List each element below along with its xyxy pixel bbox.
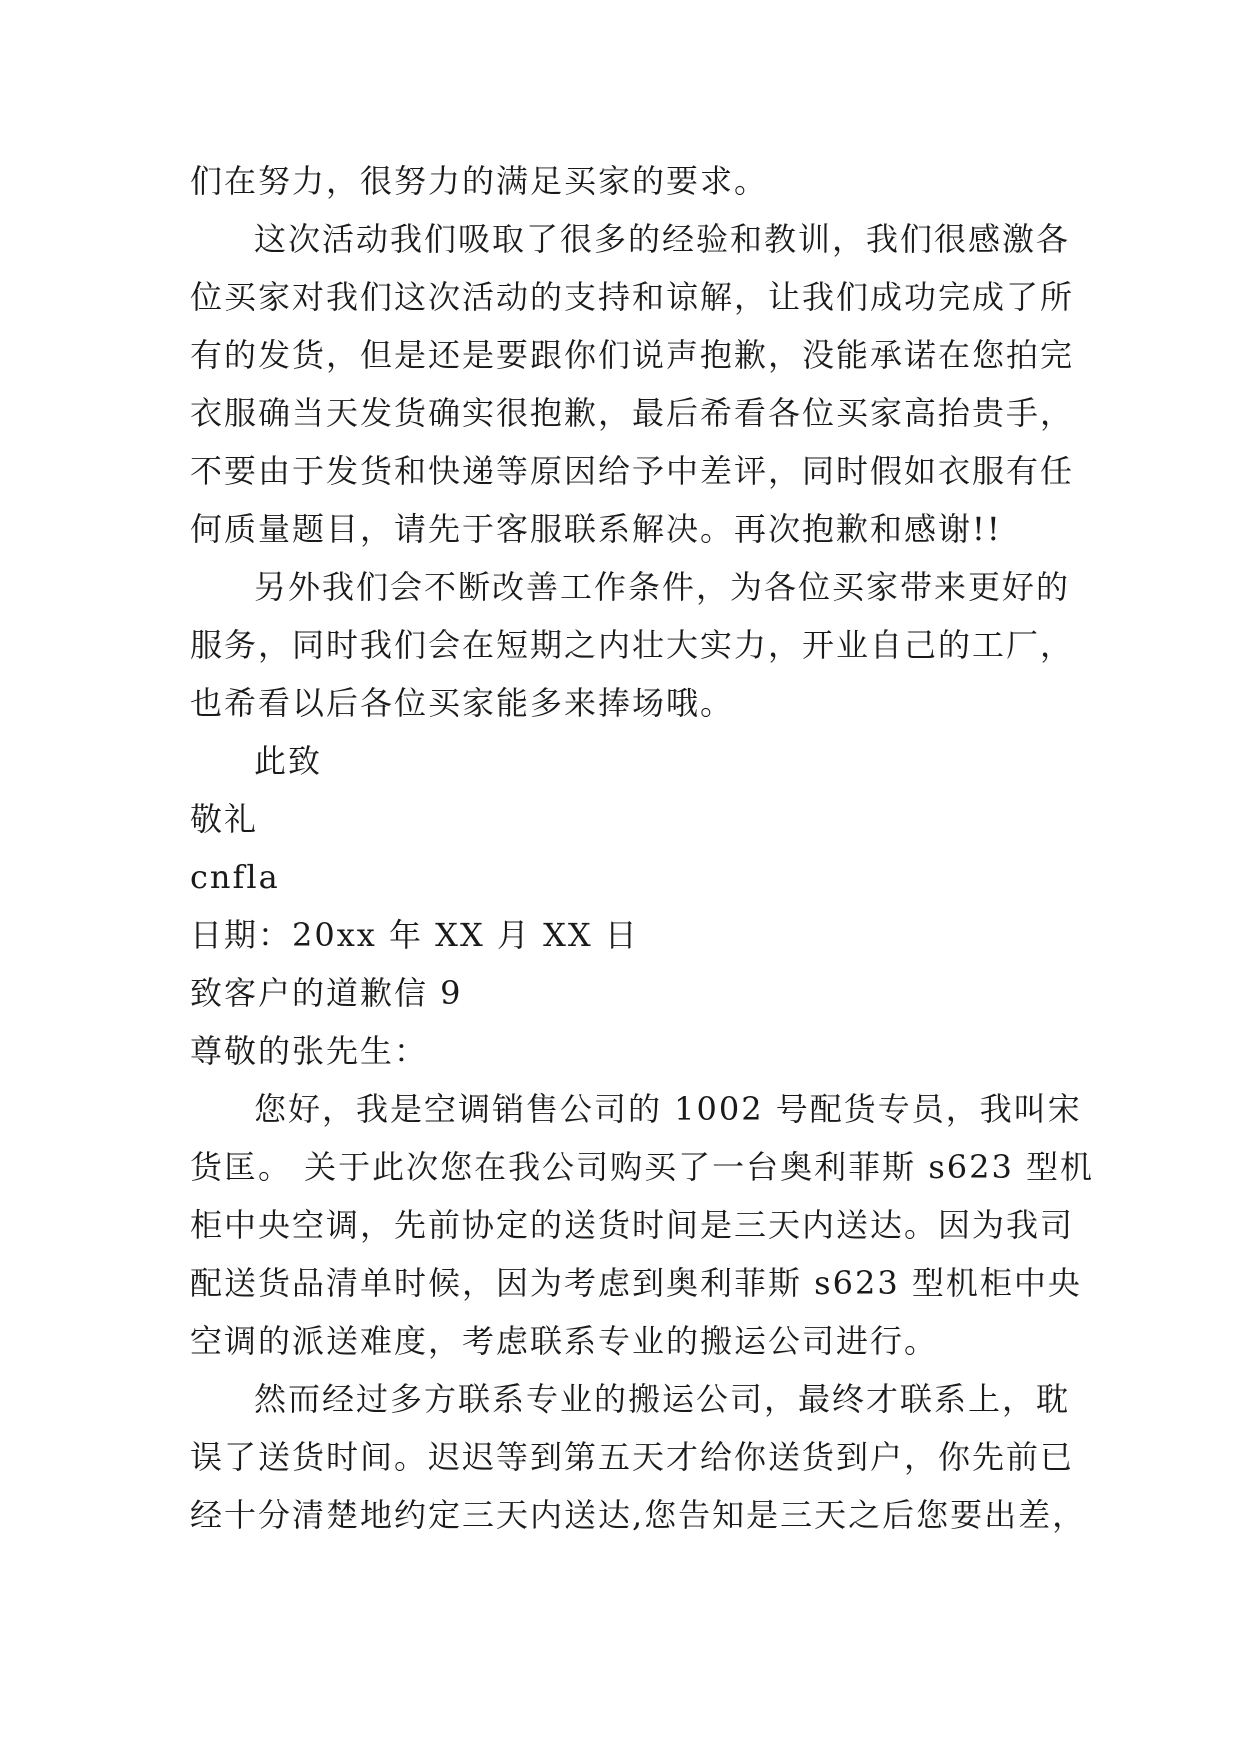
date-line: 日期：20xx 年 XX 月 XX 日 — [190, 916, 639, 954]
body-line: 货匡。 关于此次您在我公司购买了一台奥利菲斯 s623 型机 — [190, 1148, 1095, 1186]
paragraph-line: 这次活动我们吸取了很多的经验和教训，我们很感激各 — [254, 220, 1071, 258]
body-line: 何质量题目，请先于客服联系解决。再次抱歉和感谢!! — [190, 510, 1002, 548]
body-line: 们在努力，很努力的满足买家的要求。 — [190, 162, 769, 200]
body-line: 柜中央空调，先前协定的送货时间是三天内送达。因为我司 — [190, 1206, 1075, 1244]
letter-title: 致客户的道歉信 9 — [190, 974, 463, 1012]
body-line: 空调的派送难度，考虑联系专业的搬运公司进行。 — [190, 1322, 939, 1360]
closing-line: 此致 — [254, 742, 323, 780]
document-body — [190, 152, 1095, 1544]
greeting-line: 尊敬的张先生： — [190, 1032, 429, 1070]
body-line: 位买家对我们这次活动的支持和谅解，让我们成功完成了所 — [190, 278, 1075, 316]
paragraph-line: 您好，我是空调销售公司的 1002 号配货专员，我叫宋 — [254, 1090, 1082, 1128]
paragraph-line: 另外我们会不断改善工作条件，为各位买家带来更好的 — [254, 568, 1071, 606]
salutation-line: 敬礼 — [190, 800, 259, 838]
signature-line: cnfla — [190, 858, 280, 896]
body-line: 配送货品清单时候，因为考虑到奥利菲斯 s623 型机柜中央 — [190, 1264, 1082, 1302]
body-line: 误了送货时间。迟迟等到第五天才给你送货到户，你先前已 — [190, 1438, 1075, 1476]
paragraph-line: 然而经过多方联系专业的搬运公司，最终才联系上，耽 — [254, 1380, 1071, 1418]
body-line: 服务，同时我们会在短期之内壮大实力，开业自己的工厂， — [190, 626, 1075, 664]
body-line: 也希看以后各位买家能多来捧场哦。 — [190, 684, 735, 722]
body-line: 经十分清楚地约定三天内送达,您告知是三天之后您要出差， — [190, 1496, 1087, 1534]
body-line: 衣服确当天发货确实很抱歉，最后希看各位买家高抬贵手， — [190, 394, 1075, 432]
body-line: 不要由于发货和快递等原因给予中差评，同时假如衣服有任 — [190, 452, 1075, 490]
body-line: 有的发货，但是还是要跟你们说声抱歉，没能承诺在您拍完 — [190, 336, 1075, 374]
